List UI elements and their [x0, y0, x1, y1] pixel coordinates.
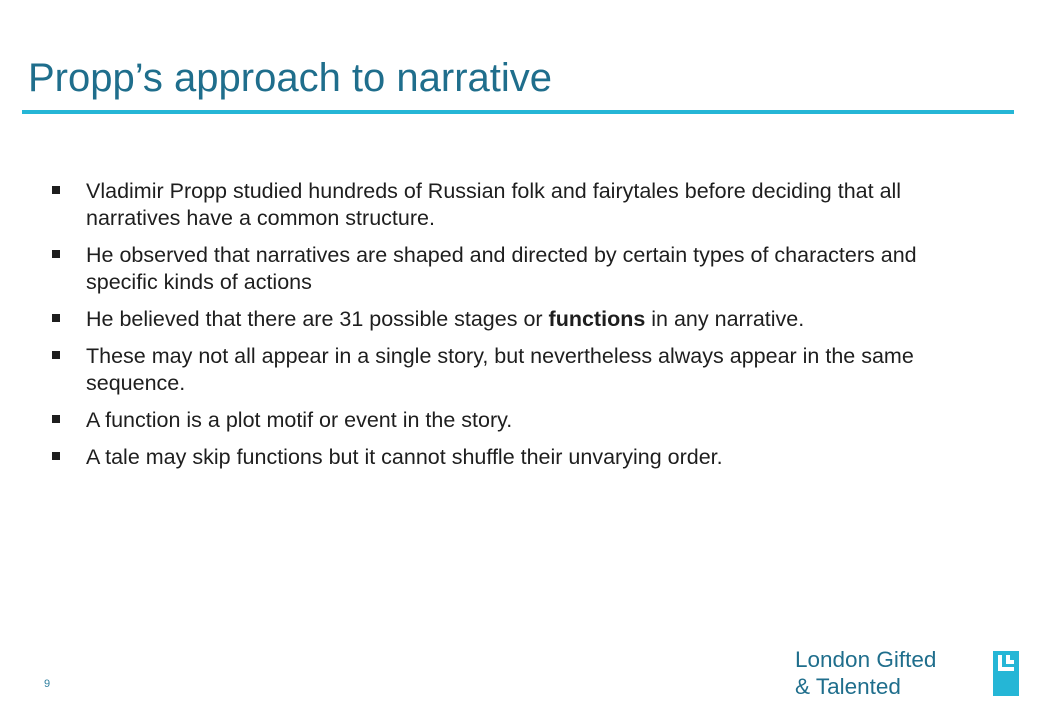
bullet-text: These may not all appear in a single story, but nevertheless always appear in the same sequence.	[86, 344, 914, 395]
bullet-item	[52, 306, 982, 333]
page-number: 9	[44, 678, 51, 690]
square-bullet-icon	[52, 250, 60, 258]
bullet-text-after: in any narrative.	[645, 307, 805, 331]
bullet-text: Vladimir Propp studied hundreds of Russian folk and fairytales before deciding that all narratives have a common structure.	[86, 179, 902, 230]
bullet-item	[52, 343, 982, 397]
london-gifted-talented-logo	[795, 646, 1019, 700]
bullet-item	[52, 407, 982, 434]
logo-line-1: London Gifted	[795, 647, 937, 672]
bullet-text: He observed that narratives are shaped and directed by certain types of characters and specific kinds of actions	[86, 243, 917, 294]
logo-line-2: & Talented	[795, 674, 901, 699]
bullet-text: A function is a plot motif or event in the story.	[86, 408, 513, 432]
title-underline	[22, 110, 1014, 114]
square-bullet-icon	[52, 351, 60, 359]
square-bullet-icon	[52, 314, 60, 322]
bullet-item	[52, 242, 982, 296]
lgt-corner-logo-icon	[993, 651, 1019, 696]
square-bullet-icon	[52, 452, 60, 460]
slide-title: Propp’s approach to narrative	[28, 56, 553, 100]
square-bullet-icon	[52, 415, 60, 423]
bullet-text	[86, 307, 804, 331]
bullet-item	[52, 178, 982, 232]
bullet-text-before: He believed that there are 31 possible stages or	[86, 307, 549, 331]
square-bullet-icon	[52, 186, 60, 194]
bullet-text-bold: functions	[548, 307, 646, 331]
bullet-item	[52, 444, 982, 471]
logo-text	[795, 646, 936, 700]
bullet-list	[52, 178, 982, 481]
bullet-text: A tale may skip functions but it cannot shuffle their unvarying order.	[86, 445, 723, 469]
